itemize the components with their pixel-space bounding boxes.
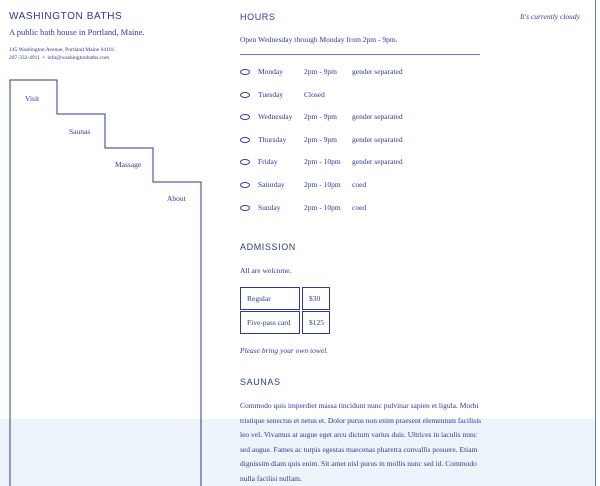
admission-intro: All are welcome.	[240, 266, 292, 275]
price-label-five-pass: Five-pass card	[240, 311, 300, 334]
hours-note: gender separated	[352, 112, 403, 121]
hours-day: Monday	[258, 67, 283, 76]
hours-note: coed	[352, 180, 367, 189]
hours-note: gender separated	[352, 67, 403, 76]
expand-toggle-icon[interactable]	[240, 205, 250, 211]
expand-toggle-icon[interactable]	[240, 159, 250, 165]
nav-about[interactable]: About	[167, 194, 186, 203]
email-link[interactable]: info@washingtonbaths.com	[47, 55, 110, 61]
hours-day: Saturday	[258, 180, 285, 189]
address: 145 Washington Avenue, Portland Maine 04101	[9, 47, 115, 53]
site-tagline: A public bath house in Portland, Maine.	[9, 27, 145, 37]
hours-day: Friday	[258, 157, 278, 166]
price-value-regular: $30	[302, 287, 330, 310]
hours-time: 2pm - 10pm	[304, 157, 341, 166]
expand-toggle-icon[interactable]	[240, 114, 250, 120]
expand-toggle-icon[interactable]	[240, 69, 250, 75]
right-border-rule	[595, 0, 596, 486]
price-value-five-pass: $125	[302, 311, 330, 334]
expand-toggle-icon[interactable]	[240, 137, 250, 143]
nav-visit[interactable]: Visit	[25, 94, 40, 103]
weather-status: It's currently cloudy	[519, 12, 580, 21]
hours-intro: Open Wednesday through Monday from 2pm - 9pm.	[240, 35, 398, 44]
admission-heading: ADMISSION	[240, 242, 296, 252]
hours-day: Wednesday	[258, 112, 293, 121]
hours-note: gender separated	[352, 135, 403, 144]
nav-massage[interactable]: Massage	[115, 160, 142, 169]
saunas-heading: SAUNAS	[240, 377, 281, 387]
hours-note: coed	[352, 203, 367, 212]
hours-note: gender separated	[352, 157, 403, 166]
hours-time: Closed	[304, 90, 325, 99]
site-title[interactable]: WASHINGTON BATHS	[9, 11, 123, 22]
phone-number[interactable]: 207-332-4911	[9, 55, 40, 61]
hours-day: Sunday	[258, 203, 281, 212]
hours-time: 2pm - 9pm	[304, 112, 337, 121]
towel-note: Please bring your own towel.	[240, 346, 329, 355]
separator-dot: •	[41, 55, 47, 61]
hours-time: 2pm - 10pm	[304, 203, 341, 212]
saunas-body-text: Commodo quis imperdiet massa tincidunt nunc pulvinar sapien et ligula. Morbi tristique senectus et netus et. Dolor purus non enim praesent elementum facilisis leo vel. Vivamus at augue eget arcu dictum varius duis. Ultrices in iaculis nunc sed augue. Fames ac turpis egestas maecenas pharetra convallis posuere. Etiam dignissim diam quis enim. Sit amet nisl purus in mollis nunc sed id. Commodo nulla facilisi nullam.	[240, 401, 482, 483]
nav-staircase-outline	[10, 80, 201, 486]
hours-time: 2pm - 9pm	[304, 135, 337, 144]
price-label-regular: Regular	[240, 287, 300, 310]
hours-time: 2pm - 9pm	[304, 67, 337, 76]
expand-toggle-icon[interactable]	[240, 92, 250, 98]
nav-staircase	[0, 0, 230, 486]
expand-toggle-icon[interactable]	[240, 182, 250, 188]
hours-heading: HOURS	[240, 12, 276, 22]
hours-day: Tuesday	[258, 90, 284, 99]
hours-time: 2pm - 10pm	[304, 180, 341, 189]
nav-saunas[interactable]: Saunas	[69, 127, 91, 136]
hours-day: Thursday	[258, 135, 287, 144]
hours-divider	[240, 54, 480, 55]
